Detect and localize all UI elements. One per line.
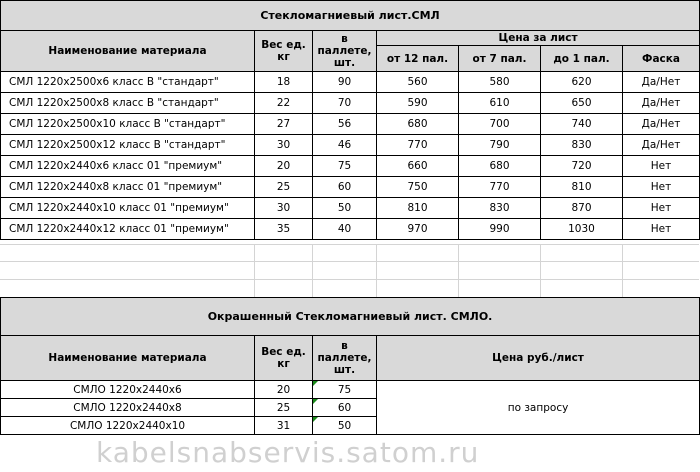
cell-bevel: Да/Нет: [623, 135, 700, 156]
header-name: Наименование материала: [1, 31, 255, 72]
cell-pallet: 40: [313, 219, 377, 240]
cell-weight: 18: [255, 72, 313, 93]
cell-weight: 27: [255, 114, 313, 135]
cell-pallet: 90: [313, 72, 377, 93]
empty-grid: [0, 244, 699, 297]
table-title: Стекломагниевый лист.СМЛ: [1, 1, 700, 31]
cell-pallet: 56: [313, 114, 377, 135]
cell-name: СМЛ 1220x2440x8 класс 01 "премиум": [1, 177, 255, 198]
cell-p12: 560: [377, 72, 459, 93]
cell-weight: 30: [255, 135, 313, 156]
header-p1: до 1 пал.: [541, 46, 623, 72]
cell-p12: 770: [377, 135, 459, 156]
header-weight: Вес ед. кг: [255, 31, 313, 72]
cell-weight: 35: [255, 219, 313, 240]
header-name: Наименование материала: [1, 336, 255, 381]
cell-p7: 790: [459, 135, 541, 156]
watermark: kabelsnabservis.satom.ru: [96, 436, 480, 469]
cell-p1: 810: [541, 177, 623, 198]
cell-bevel: Нет: [623, 177, 700, 198]
cell-p7: 680: [459, 156, 541, 177]
cell-name: СМЛ 1220x2500x6 класс В "стандарт": [1, 72, 255, 93]
cell-p12: 810: [377, 198, 459, 219]
table-row: [1, 93, 700, 114]
cell-p1: 620: [541, 72, 623, 93]
cell-bevel: Нет: [623, 219, 700, 240]
cell-p1: 870: [541, 198, 623, 219]
cell-name: СМЛ 1220x2440x12 класс 01 "премиум": [1, 219, 255, 240]
cell-weight: 22: [255, 93, 313, 114]
header-p12: от 12 пал.: [377, 46, 459, 72]
table-row: [1, 219, 700, 240]
cell-bevel: Нет: [623, 156, 700, 177]
cell-pallet: 75: [313, 381, 377, 399]
cell-name: СМЛ 1220x2440x10 класс 01 "премиум": [1, 198, 255, 219]
cell-name: СМЛ 1220x2440x6 класс 01 "премиум": [1, 156, 255, 177]
cell-weight: 25: [255, 177, 313, 198]
cell-name: СМЛО 1220x2440x8: [1, 399, 255, 417]
cell-price-note: по запросу: [377, 381, 700, 435]
cell-pallet: 60: [313, 399, 377, 417]
header-bevel: Фаска: [623, 46, 700, 72]
cell-weight: 30: [255, 198, 313, 219]
cell-p7: 610: [459, 93, 541, 114]
cell-p12: 590: [377, 93, 459, 114]
cell-bevel: Нет: [623, 198, 700, 219]
smlo-price-table: [0, 297, 700, 435]
table-row: [1, 72, 700, 93]
cell-name: СМЛ 1220x2500x12 класс В "стандарт": [1, 135, 255, 156]
cell-weight: 20: [255, 381, 313, 399]
cell-p7: 830: [459, 198, 541, 219]
cell-pallet: 75: [313, 156, 377, 177]
header-p7: от 7 пал.: [459, 46, 541, 72]
cell-weight: 20: [255, 156, 313, 177]
cell-pallet: 50: [313, 417, 377, 435]
table-row: [1, 156, 700, 177]
cell-p7: 580: [459, 72, 541, 93]
cell-p1: 740: [541, 114, 623, 135]
table-row: [1, 177, 700, 198]
cell-name: СМЛО 1220x2440x10: [1, 417, 255, 435]
cell-pallet: 46: [313, 135, 377, 156]
header-price-group: Цена за лист: [377, 31, 700, 46]
cell-pallet: 60: [313, 177, 377, 198]
cell-pallet: 70: [313, 93, 377, 114]
table-row: [1, 135, 700, 156]
cell-p1: 1030: [541, 219, 623, 240]
cell-bevel: Да/Нет: [623, 114, 700, 135]
header-price: Цена руб./лист: [377, 336, 700, 381]
cell-p12: 750: [377, 177, 459, 198]
cell-p12: 970: [377, 219, 459, 240]
cell-p12: 660: [377, 156, 459, 177]
cell-weight: 25: [255, 399, 313, 417]
table-row: [1, 198, 700, 219]
table-row: [1, 114, 700, 135]
cell-name: СМЛ 1220x2500x10 класс В "стандарт": [1, 114, 255, 135]
cell-weight: 31: [255, 417, 313, 435]
cell-p1: 830: [541, 135, 623, 156]
header-pallet: в паллете, шт.: [313, 31, 377, 72]
cell-bevel: Да/Нет: [623, 72, 700, 93]
cell-name: СМЛ 1220x2500x8 класс В "стандарт": [1, 93, 255, 114]
cell-p7: 770: [459, 177, 541, 198]
cell-name: СМЛО 1220x2440x6: [1, 381, 255, 399]
cell-p7: 990: [459, 219, 541, 240]
header-weight: Вес ед. кг: [255, 336, 313, 381]
cell-pallet: 50: [313, 198, 377, 219]
header-pallet: в паллете, шт.: [313, 336, 377, 381]
cell-p7: 700: [459, 114, 541, 135]
cell-p1: 720: [541, 156, 623, 177]
cell-bevel: Да/Нет: [623, 93, 700, 114]
table-title: Окрашенный Стекломагниевый лист. СМЛО.: [1, 298, 700, 336]
cell-p12: 680: [377, 114, 459, 135]
cell-p1: 650: [541, 93, 623, 114]
table-row: [1, 381, 700, 399]
